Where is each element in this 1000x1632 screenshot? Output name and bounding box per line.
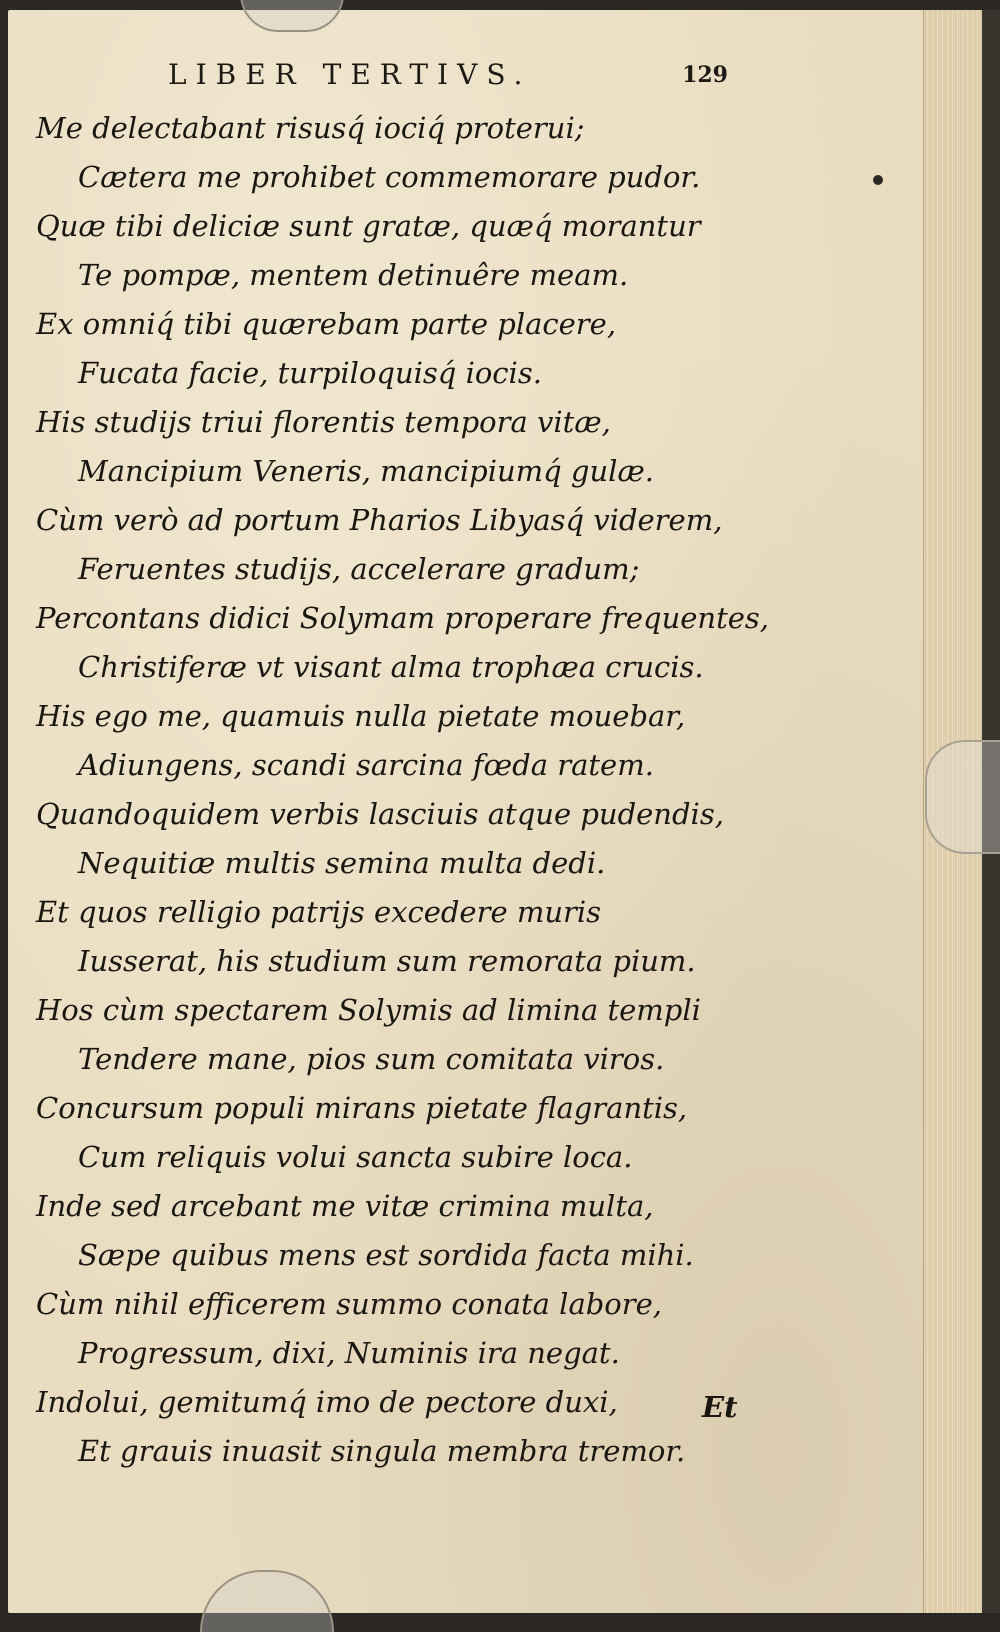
clamp-right xyxy=(925,740,1000,854)
verse-line-hexameter: Cùm verò ad portum Pharios Libyasq́ viderem, xyxy=(36,503,723,537)
verse-line-pentameter: Cum reliquis volui sancta subire loca. xyxy=(78,1140,633,1174)
verse-line-hexameter: Inde sed arcebant me vitæ crimina multa, xyxy=(36,1189,654,1223)
verse-line-hexameter: Quandoquidem verbis lasciuis atque pudendis, xyxy=(36,797,724,831)
catchword: Et xyxy=(702,1390,738,1424)
verse-line-pentameter: Progressum, dixi, Numinis ira negat. xyxy=(78,1336,620,1370)
verse-line-pentameter: Nequitiæ multis semina multa dedi. xyxy=(78,846,606,880)
verse-line-hexameter: Me delectabant risusq́ iociq́ proterui; xyxy=(36,111,585,145)
verse-line-pentameter: Fucata facie, turpiloquisq́ iocis. xyxy=(78,356,542,390)
verse-line-pentameter: Sæpe quibus mens est sordida facta mihi. xyxy=(78,1238,694,1272)
verse-line-pentameter: Mancipium Veneris, mancipiumq́ gulæ. xyxy=(78,454,654,488)
verse-line-hexameter: Ex omniq́ tibi quærebam parte placere, xyxy=(36,307,617,341)
verse-line-hexameter: Hos cùm spectarem Solymis ad limina templi xyxy=(36,993,701,1027)
verse-line-hexameter: Concursum populi mirans pietate flagrantis, xyxy=(36,1091,688,1125)
ink-spot xyxy=(873,175,883,185)
running-head: LIBER TERTIVS. xyxy=(168,58,532,91)
verse-line-hexameter: Indolui, gemitumq́ imo de pectore duxi, xyxy=(36,1385,618,1419)
page-number: 129 xyxy=(682,62,728,88)
verse-line-pentameter: Cætera me prohibet commemorare pudor. xyxy=(78,160,701,194)
verse-line-hexameter: Quæ tibi deliciæ sunt gratæ, quæq́ morantur xyxy=(36,209,701,243)
verse-line-hexameter: His studijs triui florentis tempora vitæ, xyxy=(36,405,611,439)
verse-line-pentameter: Christiferæ vt visant alma trophæa crucis. xyxy=(78,650,704,684)
verse-line-hexameter: Et quos relligio patrijs excedere muris xyxy=(36,895,602,929)
verse-line-pentameter: Tendere mane, pios sum comitata viros. xyxy=(78,1042,665,1076)
verse-block xyxy=(36,104,770,1476)
verse-line-pentameter: Feruentes studijs, accelerare gradum; xyxy=(78,552,640,586)
page-header xyxy=(168,58,728,98)
verse-line-hexameter: His ego me, quamuis nulla pietate mouebar, xyxy=(36,699,686,733)
verse-line-pentameter: Iusserat, his studium sum remorata pium. xyxy=(78,944,696,978)
verse-line-hexameter: Percontans didici Solymam properare frequentes, xyxy=(36,601,770,635)
verse-line-pentameter: Adiungens, scandi sarcina fœda ratem. xyxy=(78,748,654,782)
verse-line-hexameter: Cùm nihil efficerem summo conata labore, xyxy=(36,1287,663,1321)
verse-line-pentameter: Et grauis inuasit singula membra tremor. xyxy=(78,1434,686,1468)
verse-line-pentameter: Te pompæ, mentem detinuêre meam. xyxy=(78,258,629,292)
